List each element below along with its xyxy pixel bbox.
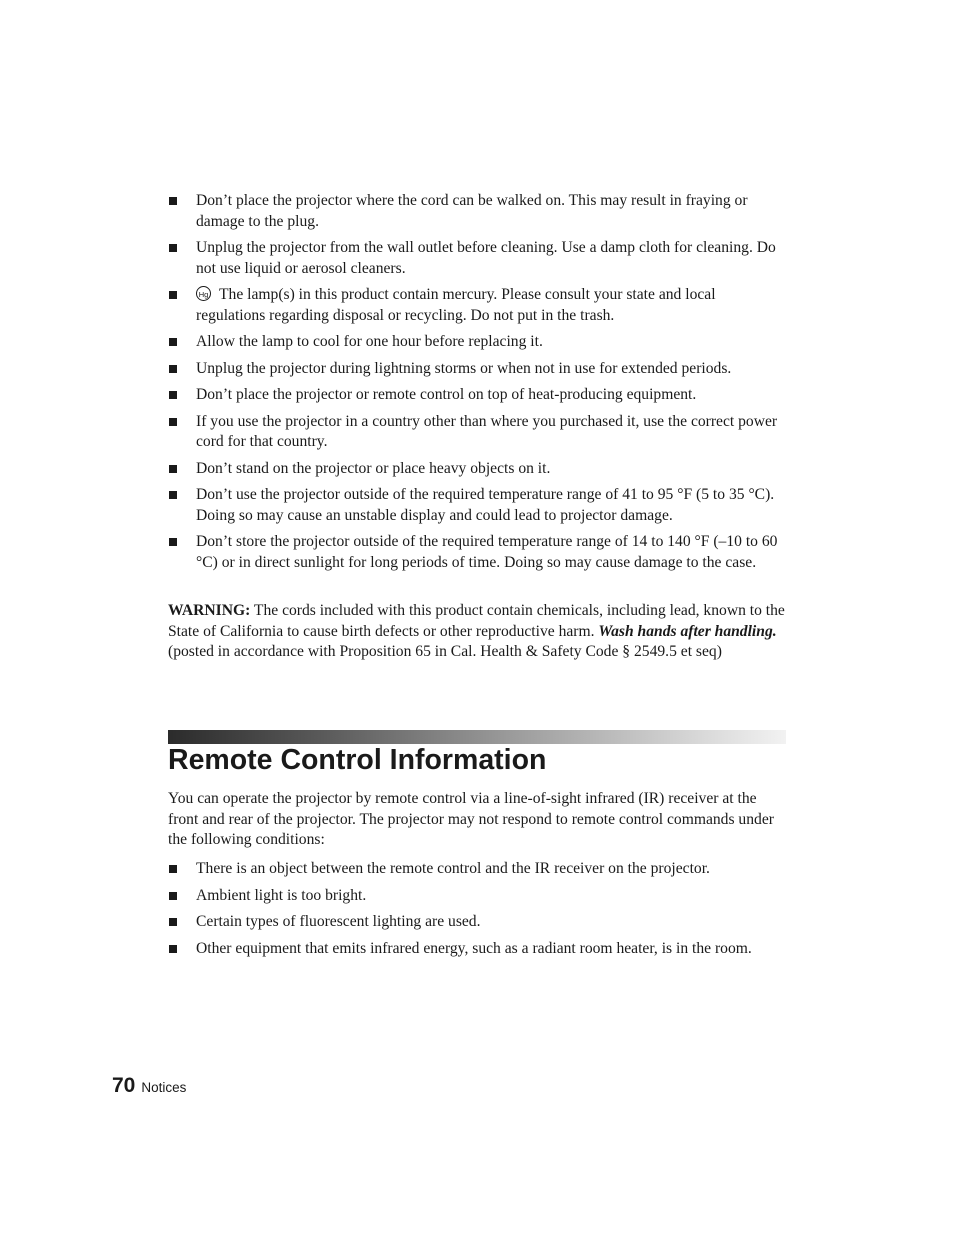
- prop65-warning: [168, 601, 786, 663]
- warning-text: The cords included with this product contain chemicals, including lead, known to the State of California to cause birth defects or other reproductive harm.: [168, 602, 785, 640]
- bullet-square-icon: [169, 391, 177, 399]
- bullet-square-icon: [169, 892, 177, 900]
- conditions-bullet-list: [168, 859, 786, 965]
- list-item: Ambient light is too bright.: [168, 886, 786, 907]
- bullet-square-icon: [169, 418, 177, 426]
- list-item: Don’t place the projector or remote control on top of heat-producing equipment.: [168, 385, 786, 406]
- bullet-square-icon: [169, 365, 177, 373]
- list-item: There is an object between the remote control and the IR receiver on the projector.: [168, 859, 786, 880]
- warning-emphasis: Wash hands after handling.: [598, 622, 777, 640]
- safety-bullet-list: [168, 191, 786, 579]
- bullet-square-icon: [169, 244, 177, 252]
- bullet-square-icon: [169, 197, 177, 205]
- page-number: 70: [112, 1074, 136, 1097]
- footer-section-name: Notices: [141, 1080, 187, 1095]
- bullet-square-icon: [169, 918, 177, 926]
- list-item: Hg The lamp(s) in this product contain mercury. Please consult your state and local regulations regarding disposal or recycling. Do not put in the trash.: [168, 285, 786, 326]
- list-item: If you use the projector in a country other than where you purchased it, use the correct power cord for that country.: [168, 412, 786, 453]
- list-item: Allow the lamp to cool for one hour before replacing it.: [168, 332, 786, 353]
- warning-citation: (posted in accordance with Proposition 65 in Cal. Health & Safety Code § 2549.5 et seq): [168, 643, 722, 660]
- list-item: Certain types of fluorescent lighting are used.: [168, 912, 786, 933]
- bullet-square-icon: [169, 291, 177, 299]
- bullet-square-icon: [169, 338, 177, 346]
- list-item: Don’t store the projector outside of the required temperature range of 14 to 140 °F (–10 to 60 °C) or in direct sunlight for long periods of time. Doing so may cause damage to the case.: [168, 532, 786, 573]
- bullet-square-icon: [169, 865, 177, 873]
- bullet-square-icon: [169, 538, 177, 546]
- section-intro: You can operate the projector by remote control via a line-of-sight infrared (IR) receiver at the front and rear of the projector. The projector may not respond to remote control commands under the following conditions:: [168, 790, 774, 848]
- list-item: Don’t use the projector outside of the required temperature range of 41 to 95 °F (5 to 35 °C). Doing so may cause an unstable display and could lead to projector damage.: [168, 485, 786, 526]
- bullet-square-icon: [169, 491, 177, 499]
- warning-label: WARNING:: [168, 602, 251, 619]
- list-item: Don’t place the projector where the cord can be walked on. This may result in fraying or damage to the plug.: [168, 191, 786, 232]
- list-item: Unplug the projector from the wall outlet before cleaning. Use a damp cloth for cleaning. Do not use liquid or aerosol cleaners.: [168, 238, 786, 279]
- page-footer: [112, 1074, 186, 1098]
- section-heading: Remote Control Information: [168, 744, 547, 776]
- list-item: Don’t stand on the projector or place heavy objects on it.: [168, 459, 786, 480]
- list-item: Unplug the projector during lightning storms or when not in use for extended periods.: [168, 359, 786, 380]
- mercury-hg-icon: Hg: [196, 286, 211, 301]
- list-item: Other equipment that emits infrared energy, such as a radiant room heater, is in the room.: [168, 939, 786, 960]
- bullet-square-icon: [169, 465, 177, 473]
- bullet-square-icon: [169, 945, 177, 953]
